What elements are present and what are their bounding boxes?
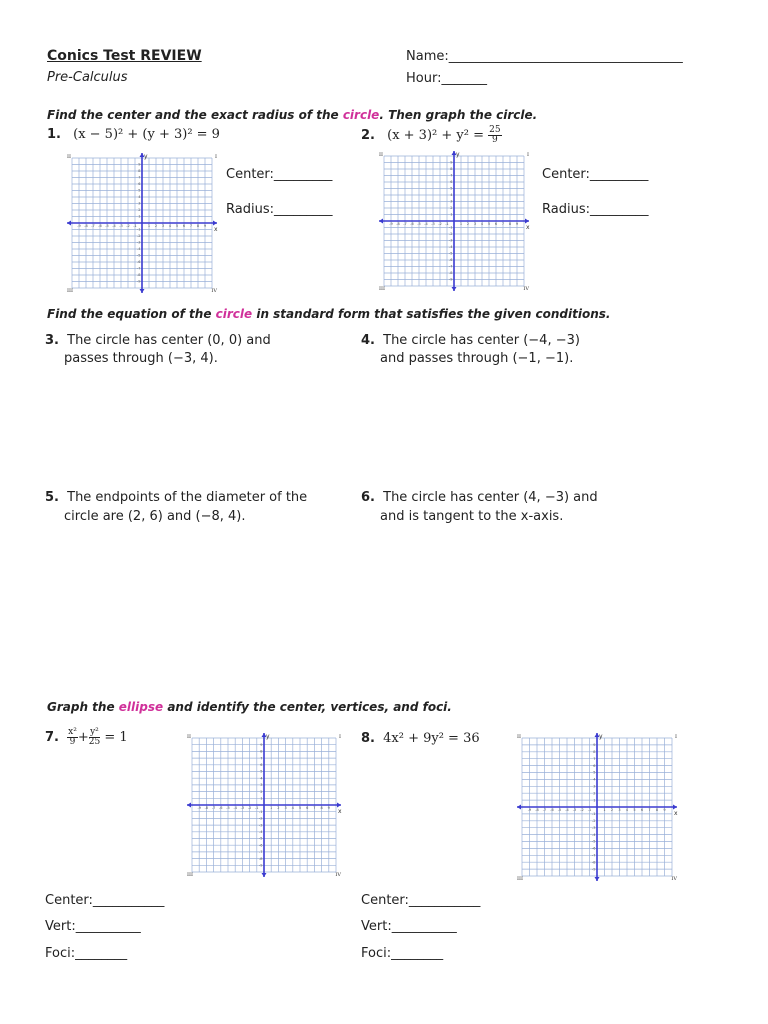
tick-label: -3 — [592, 825, 596, 830]
tick-label: 6 — [593, 763, 596, 768]
instr-keyword: circle — [215, 307, 253, 321]
tick-label: -6 — [259, 843, 263, 848]
tick-label: 6 — [494, 222, 498, 226]
tick-label: -8 — [396, 222, 400, 226]
center-answer-7[interactable]: Center:___________ — [45, 893, 165, 908]
y-axis-label: y — [266, 733, 270, 740]
tick-label: -2 — [247, 806, 252, 810]
tick-label: 4 — [625, 808, 629, 812]
tick-label: 4 — [291, 806, 294, 810]
tick-label: 4 — [260, 776, 263, 781]
center-answer-1[interactable]: Center:_________ — [226, 167, 333, 182]
name-field[interactable]: Name:____________________________________ — [406, 49, 683, 64]
tick-label: 7 — [501, 222, 505, 226]
tick-label: -5 — [449, 251, 453, 256]
tick-label: 4 — [450, 193, 453, 198]
page-title: Conics Test REVIEW — [47, 48, 202, 64]
section2-instructions — [47, 307, 610, 321]
tick-label: 9 — [203, 224, 207, 228]
tick-label: -5 — [259, 836, 263, 841]
tick-label: 5 — [487, 222, 491, 226]
x-axis-arrow-icon — [67, 221, 71, 226]
tick-label: -4 — [592, 832, 596, 837]
course-subtitle: Pre-Calculus — [47, 70, 128, 85]
quadrant-label: I — [527, 152, 529, 158]
tick-label: 8 — [450, 167, 453, 172]
tick-label: -9 — [77, 224, 81, 228]
tick-label: -5 — [137, 253, 141, 258]
problem-equation: (x − 5)² + (y + 3)² = 9 — [73, 127, 220, 142]
coordinate-grid-1[interactable] — [66, 152, 218, 298]
tick-label: -3 — [119, 224, 123, 228]
quadrant-label: II — [187, 734, 191, 740]
x-axis-arrow-icon — [379, 219, 383, 224]
fraction — [89, 728, 100, 747]
tick-label: -4 — [112, 224, 116, 228]
plus-sign: + — [77, 730, 89, 745]
tick-label: 6 — [182, 224, 186, 228]
problem-3 — [45, 333, 271, 348]
radius-answer-1[interactable]: Radius:_________ — [226, 202, 333, 217]
tick-label: 5 — [450, 186, 453, 191]
problem-4-line2: and passes through (−1, −1). — [380, 351, 574, 366]
tick-label: -4 — [137, 247, 141, 252]
problem-6 — [361, 490, 598, 505]
tick-label: -7 — [403, 222, 407, 226]
tick-label: 3 — [161, 224, 165, 228]
tick-label: -5 — [592, 839, 596, 844]
foci-answer-7[interactable]: Foci:________ — [45, 946, 128, 961]
tick-label: -4 — [233, 806, 237, 810]
problem-3-line2: passes through (−3, 4). — [64, 351, 218, 366]
fraction-numerator: 25 — [489, 125, 501, 135]
tick-label: -8 — [259, 856, 263, 861]
tick-label: 8 — [508, 222, 512, 226]
tick-label: -3 — [240, 806, 245, 810]
tick-label: 6 — [306, 806, 309, 810]
tick-label: 3 — [593, 784, 596, 789]
quadrant-label: III — [379, 286, 385, 292]
problem-7 — [45, 728, 128, 747]
tick-label: 1 — [270, 806, 273, 810]
tick-label: 1 — [459, 222, 463, 226]
tick-label: 9 — [138, 162, 141, 167]
tick-label: -1 — [133, 224, 137, 228]
tick-label: -6 — [449, 258, 453, 263]
quadrant-label: IV — [523, 286, 529, 292]
instr-keyword: circle — [342, 108, 380, 122]
tick-label: 5 — [138, 188, 141, 193]
quadrant-label: IV — [335, 872, 341, 878]
tick-label: -7 — [211, 806, 216, 810]
tick-label: 1 — [603, 808, 606, 812]
tick-label: 1 — [138, 214, 141, 219]
tick-label: -2 — [137, 234, 141, 239]
tick-label: -7 — [592, 853, 596, 858]
tick-label: -1 — [255, 806, 259, 810]
tick-label: 9 — [327, 806, 330, 810]
tick-label: 6 — [260, 763, 263, 767]
x-axis-arrow-icon — [337, 803, 341, 808]
tick-label: 8 — [320, 806, 323, 810]
tick-label: 9 — [450, 160, 453, 165]
tick-label: 4 — [593, 777, 596, 782]
tick-label: 4 — [138, 195, 141, 200]
quadrant-label: I — [339, 734, 341, 740]
x-axis-arrow-icon — [517, 805, 521, 810]
tick-label: 3 — [450, 199, 453, 204]
tick-label: 2 — [260, 789, 263, 794]
tick-label: -1 — [449, 225, 453, 230]
tick-label: -8 — [204, 806, 209, 810]
tick-label: 2 — [466, 222, 470, 226]
quadrant-label: III — [517, 876, 523, 882]
tick-label: 7 — [260, 756, 263, 761]
tick-label: -2 — [438, 222, 442, 226]
problem-text: The circle has center (0, 0) and — [67, 333, 271, 348]
tick-label: -6 — [550, 808, 554, 812]
tick-label: 7 — [189, 224, 193, 228]
tick-label: -7 — [137, 266, 141, 271]
tick-label: -3 — [572, 808, 577, 812]
tick-label: 9 — [593, 743, 596, 748]
tick-label: 5 — [593, 770, 596, 775]
problem-8 — [361, 731, 480, 746]
tick-label: -3 — [431, 222, 435, 226]
tick-label: 8 — [196, 224, 200, 228]
tick-label: 5 — [298, 806, 302, 810]
grid-svg — [378, 150, 530, 292]
tick-label: -7 — [542, 808, 547, 812]
tick-label: -5 — [417, 222, 421, 226]
tick-label: -1 — [592, 812, 596, 817]
tick-label: -6 — [219, 806, 223, 810]
y-axis-label: y — [599, 733, 603, 740]
tick-label: 3 — [473, 222, 477, 226]
tick-label: 6 — [640, 808, 644, 812]
coordinate-grid-2[interactable] — [378, 150, 530, 296]
tick-label: -4 — [449, 245, 453, 250]
tick-label: 5 — [633, 808, 636, 812]
y-axis-arrow-icon — [452, 287, 457, 291]
hour-field[interactable]: Hour:_______ — [406, 71, 487, 86]
tick-label: 3 — [138, 201, 141, 206]
problem-number: 4. — [361, 333, 375, 348]
problem-5 — [45, 490, 307, 505]
x-axis-arrow-icon — [673, 805, 677, 810]
tick-label: -6 — [137, 260, 141, 265]
tick-label: 9 — [260, 742, 263, 747]
quadrant-label: II — [517, 734, 521, 740]
tick-label: 1 — [593, 798, 596, 803]
problem-text: The circle has center (4, −3) and — [383, 490, 598, 505]
vertices-answer-8[interactable]: Vert:__________ — [361, 919, 457, 934]
tick-label: -2 — [592, 819, 596, 823]
tick-label: 8 — [593, 750, 596, 754]
tick-label: -3 — [259, 823, 263, 828]
problem-text: The circle has center (−4, −3) — [383, 333, 580, 348]
x-axis-arrow-icon — [525, 219, 529, 224]
tick-label: 1 — [450, 212, 453, 217]
problem-number: 3. — [45, 333, 59, 348]
quadrant-label: IV — [211, 288, 217, 294]
center-answer-2[interactable]: Center:_________ — [542, 167, 649, 182]
quadrant-label: III — [187, 872, 193, 878]
problem-number: 1. — [47, 127, 61, 142]
quadrant-label: II — [67, 154, 71, 160]
tick-label: 7 — [138, 175, 141, 180]
tick-label: -9 — [592, 867, 596, 872]
instr-text: and identify the center, vertices, and foci. — [163, 700, 452, 714]
tick-label: -8 — [449, 271, 453, 276]
tick-label: -4 — [259, 830, 263, 834]
tick-label: -7 — [91, 224, 95, 228]
fraction-denominator: 9 — [491, 135, 498, 145]
equation-rhs: = 1 — [104, 730, 128, 745]
problem-number: 6. — [361, 490, 375, 505]
tick-label: -2 — [126, 224, 130, 228]
section3-instructions — [47, 700, 452, 714]
grid-svg — [186, 732, 342, 878]
x-axis-arrow-icon — [187, 803, 191, 808]
coordinate-grid-4[interactable] — [516, 732, 678, 886]
coordinate-grid-3[interactable] — [186, 732, 342, 882]
tick-label: -1 — [587, 808, 592, 812]
tick-label: -1 — [445, 222, 449, 226]
x-axis-label: x — [526, 224, 530, 231]
fraction — [488, 126, 501, 145]
tick-label: -8 — [535, 808, 539, 812]
tick-label: 2 — [593, 791, 596, 796]
tick-label: 6 — [450, 180, 453, 185]
problem-2 — [361, 126, 502, 145]
tick-label: 1 — [260, 796, 263, 801]
grid-svg — [66, 152, 218, 294]
quadrant-label: III — [67, 288, 73, 294]
x-axis-label: x — [674, 810, 678, 817]
tick-label: -3 — [137, 240, 141, 245]
tick-label: -1 — [259, 809, 263, 814]
vertices-answer-7[interactable]: Vert:__________ — [45, 919, 141, 934]
foci-answer-8[interactable]: Foci:________ — [361, 946, 444, 961]
tick-label: 1 — [147, 224, 151, 228]
tick-label: -2 — [259, 816, 263, 821]
tick-label: 6 — [138, 182, 141, 187]
instr-text: . Then graph the circle. — [379, 108, 538, 122]
tick-label: -9 — [197, 806, 201, 810]
tick-label: -6 — [98, 224, 102, 228]
tick-label: 7 — [450, 173, 453, 178]
tick-label: 8 — [138, 169, 141, 174]
tick-label: -4 — [424, 222, 428, 226]
problem-number: 5. — [45, 490, 59, 505]
section1-instructions — [47, 108, 537, 122]
tick-label: -9 — [527, 808, 532, 812]
instr-text: Graph the — [47, 700, 119, 714]
problem-5-line2: circle are (2, 6) and (−8, 4). — [64, 509, 246, 524]
tick-label: 9 — [515, 222, 519, 226]
tick-label: -5 — [557, 808, 562, 812]
tick-label: -6 — [592, 846, 596, 851]
tick-label: -7 — [449, 264, 453, 269]
tick-label: -8 — [84, 224, 88, 228]
instr-text: Find the equation of the — [47, 307, 216, 321]
tick-label: 7 — [648, 808, 651, 812]
fraction-denominator: 9 — [69, 737, 76, 747]
problem-4 — [361, 333, 580, 348]
y-axis-arrow-icon — [262, 873, 267, 877]
problem-6-line2: and is tangent to the x-axis. — [380, 509, 564, 524]
tick-label: 4 — [480, 222, 484, 226]
tick-label: -8 — [592, 860, 596, 865]
tick-label: 2 — [610, 808, 614, 812]
tick-label: 2 — [138, 208, 141, 213]
problem-number: 8. — [361, 731, 375, 746]
tick-label: -9 — [449, 277, 453, 282]
quadrant-label: IV — [671, 876, 677, 882]
problem-equation: 4x² + 9y² = 36 — [383, 731, 480, 746]
quadrant-label: II — [379, 152, 383, 158]
problem-text: The endpoints of the diameter of the — [67, 490, 308, 505]
tick-label: 8 — [260, 749, 263, 754]
tick-label: -4 — [565, 808, 569, 812]
tick-label: 3 — [284, 806, 287, 810]
center-answer-8[interactable]: Center:___________ — [361, 893, 481, 908]
y-axis-arrow-icon — [595, 877, 600, 881]
instr-text: in standard form that satisfies the given conditions. — [252, 307, 611, 321]
tick-label: -1 — [137, 227, 141, 232]
problem-equation: (x + 3)² + y² = — [387, 128, 489, 143]
tick-label: -8 — [137, 273, 141, 278]
tick-label: 8 — [655, 808, 659, 812]
tick-label: 5 — [260, 769, 263, 774]
tick-label: -3 — [449, 238, 453, 243]
radius-answer-2[interactable]: Radius:_________ — [542, 202, 649, 217]
fraction — [67, 728, 78, 747]
tick-label: -9 — [259, 863, 263, 868]
tick-label: 2 — [450, 206, 453, 211]
quadrant-label: I — [215, 154, 217, 160]
fraction-numerator: y² — [90, 727, 99, 737]
tick-label: 2 — [154, 224, 158, 228]
quadrant-label: I — [675, 734, 677, 740]
tick-label: 3 — [618, 808, 621, 812]
fraction-numerator: x² — [68, 727, 77, 737]
y-axis-arrow-icon — [140, 289, 145, 293]
tick-label: -9 — [137, 279, 141, 284]
tick-label: -2 — [580, 808, 584, 812]
tick-label: 7 — [313, 806, 316, 810]
tick-label: 4 — [168, 224, 172, 228]
tick-label: 7 — [593, 756, 596, 761]
tick-label: 3 — [260, 783, 263, 788]
tick-label: -9 — [389, 222, 393, 226]
tick-label: -5 — [105, 224, 109, 228]
x-axis-arrow-icon — [213, 221, 217, 226]
tick-label: -6 — [410, 222, 414, 226]
fraction-denominator: 25 — [88, 737, 101, 747]
tick-label: -7 — [259, 850, 263, 855]
grid-svg — [516, 732, 678, 882]
x-axis-label: x — [338, 808, 342, 815]
instr-keyword: ellipse — [118, 700, 164, 714]
problem-number: 7. — [45, 730, 59, 745]
tick-label: 9 — [663, 808, 666, 812]
x-axis-label: x — [214, 226, 218, 233]
y-axis-label: y — [456, 151, 460, 158]
tick-label: 2 — [277, 806, 280, 810]
tick-label: 5 — [175, 224, 179, 228]
problem-number: 2. — [361, 128, 375, 143]
y-axis-label: y — [144, 153, 148, 160]
instr-text: Find the center and the exact radius of the — [47, 108, 343, 122]
tick-label: -2 — [449, 232, 453, 237]
tick-label: -5 — [226, 806, 230, 810]
problem-1 — [47, 127, 220, 142]
